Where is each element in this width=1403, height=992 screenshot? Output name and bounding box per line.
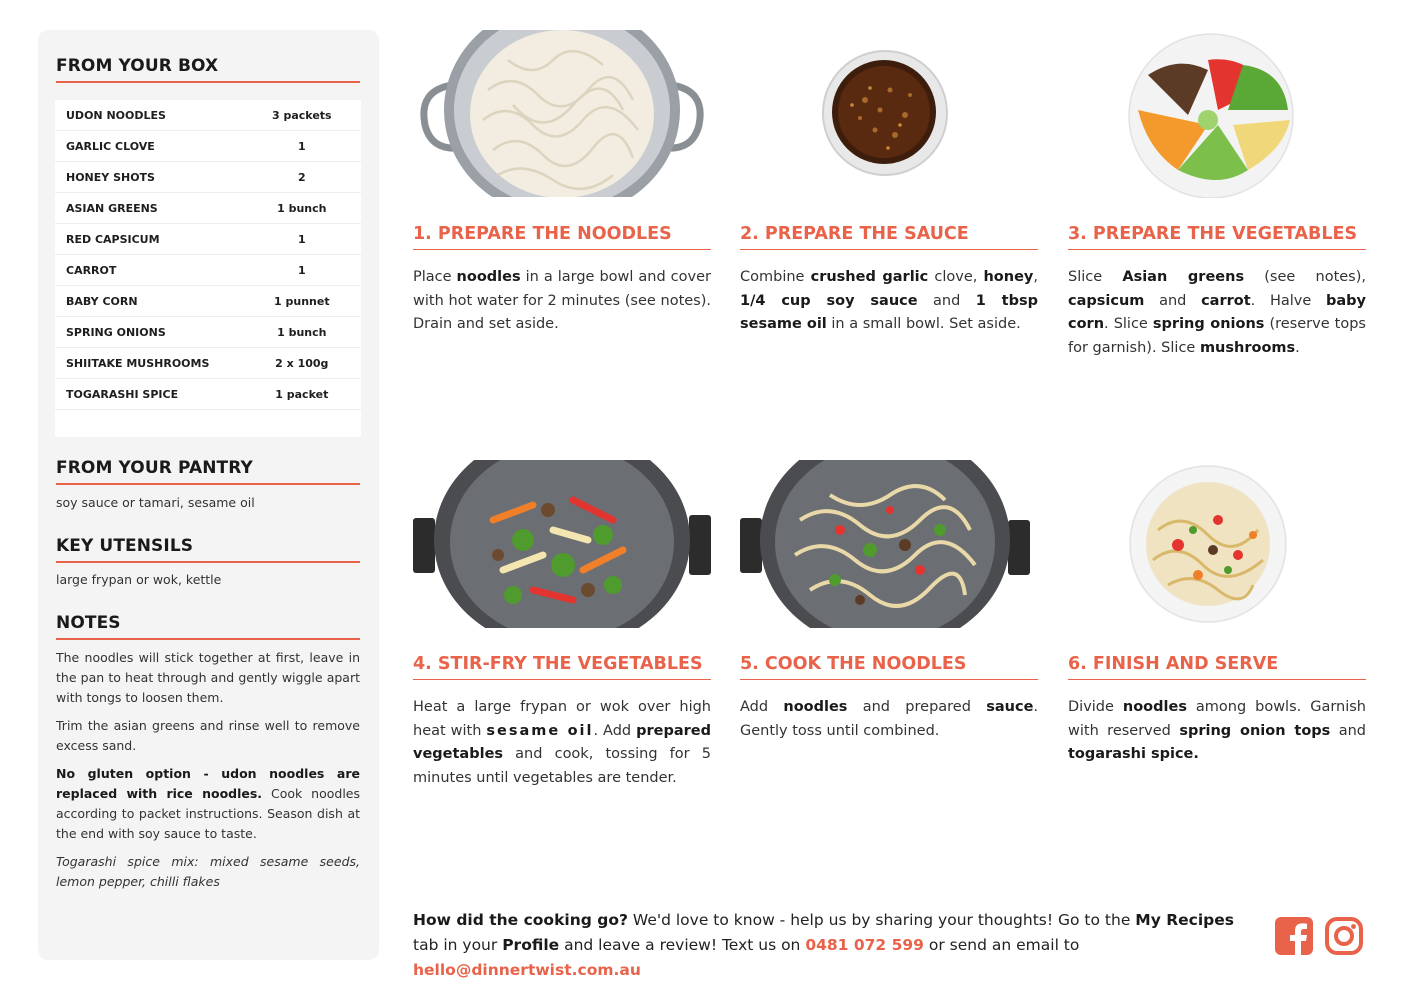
utensils-text: large frypan or wok, kettle	[56, 572, 222, 587]
table-row	[55, 379, 361, 410]
note-gluten-bold: No gluten option - udon noodles are replaced with rice noodles.	[56, 766, 360, 801]
ingredient-name: SPRING ONIONS	[66, 325, 166, 339]
ingredient-qty: 1	[297, 263, 306, 277]
table-row	[55, 193, 361, 224]
step-text-bold: prepared vegetables	[413, 722, 711, 762]
step-1-body	[413, 266, 711, 337]
step-3-title: 3. PREPARE THE VEGETABLES	[1068, 224, 1366, 250]
my-recipes-link[interactable]: My Recipes	[1135, 911, 1234, 929]
step-6-body	[1068, 696, 1366, 767]
ingredient-qty: 1 punnet	[274, 294, 330, 308]
note-greens: Trim the asian greens and rinse well to remove excess sand.	[56, 718, 360, 753]
note-gluten-rest: Cook noodles according to packet instructions. Season dish at the end with soy sauce to taste.	[56, 786, 360, 841]
step-text: . Gently toss until combined.	[740, 699, 1039, 739]
step-text: . Slice	[1104, 316, 1153, 332]
step-4-body	[413, 696, 711, 790]
notes-title: NOTES	[56, 613, 360, 640]
step-text-bold: 1/4 cup soy sauce	[740, 292, 918, 309]
step-5-body	[740, 696, 1038, 743]
step-text-bold: 1 tbsp sesame oil	[740, 292, 1038, 332]
step-text-bold: sesame oil	[486, 722, 594, 739]
phone-link[interactable]: 0481 072 599	[805, 936, 924, 954]
step-text: and	[1330, 722, 1366, 739]
step-text: Add	[740, 699, 784, 715]
step-text: (reserve tops for garnish). Slice	[1068, 316, 1366, 356]
step-text-bold: Asian greens	[1122, 269, 1245, 285]
step-3-body	[1068, 266, 1366, 360]
ingredient-name: CARROT	[66, 263, 117, 277]
table-row	[55, 131, 361, 162]
step-text: Heat a large frypan or wok over high heat with	[413, 699, 711, 739]
wok-noodles-image	[740, 460, 1038, 628]
step-4-title: 4. STIR-FRY THE VEGETABLES	[413, 654, 711, 680]
step-text: Place	[413, 269, 457, 285]
step-text: in a small bowl. Set aside.	[826, 316, 1021, 332]
step-text: .	[1295, 339, 1300, 356]
table-row	[55, 162, 361, 193]
step-text-bold: honey	[983, 269, 1034, 285]
table-row	[55, 348, 361, 379]
key-utensils-title: KEY UTENSILS	[56, 536, 360, 563]
ingredients-table	[55, 100, 361, 437]
step-2-body	[740, 266, 1038, 337]
pantry-text: soy sauce or tamari, sesame oil	[56, 495, 255, 510]
ingredient-qty: 1 bunch	[277, 201, 327, 215]
feedback-question: How did the cooking go?	[413, 911, 628, 929]
served-bowl-image	[1068, 460, 1366, 628]
step-text-bold: baby corn	[1068, 292, 1366, 332]
step-text-bold: crushed garlic	[810, 269, 929, 285]
step-text-bold: spring onions	[1152, 316, 1265, 332]
step-text: and cook, tossing for 5 minutes until vegetables are tender.	[413, 746, 711, 786]
step-6-title: 6. FINISH AND SERVE	[1068, 654, 1366, 680]
note-noodles: The noodles will stick together at first, leave in the pan to heat through and gently wiggle apart with tongs to loosen them.	[56, 650, 360, 705]
note-gluten	[56, 764, 360, 844]
table-row	[55, 286, 361, 317]
ingredient-name: HONEY SHOTS	[66, 170, 155, 184]
from-your-box-title: FROM YOUR BOX	[56, 56, 360, 83]
ingredient-qty: 1	[297, 139, 306, 153]
notes-body	[56, 648, 360, 900]
ingredient-name: UDON NOODLES	[66, 108, 166, 122]
step-text-bold: spring onion tops	[1179, 722, 1331, 739]
step-text-bold: togarashi spice.	[1068, 746, 1199, 762]
noodles-pot-image	[413, 30, 711, 198]
step-5-title: 5. COOK THE NOODLES	[740, 654, 1038, 680]
step-text-bold: noodles	[456, 269, 521, 285]
step-text-bold: mushrooms	[1199, 339, 1296, 356]
ingredient-name: GARLIC CLOVE	[66, 139, 155, 153]
footer-text: or send an email to	[923, 936, 1080, 954]
step-text: among bowls. Garnish with reserved	[1068, 699, 1366, 739]
ingredient-qty: 3 packets	[272, 108, 332, 122]
footer-text: tab in your	[413, 936, 503, 954]
step-text: (see notes),	[1244, 269, 1367, 285]
step-text: Slice	[1068, 269, 1123, 285]
instagram-icon[interactable]	[1325, 917, 1363, 955]
ingredients-panel	[38, 30, 379, 960]
step-text-bold: noodles	[783, 699, 848, 715]
step-text: and	[917, 292, 976, 309]
step-2-title: 2. PREPARE THE SAUCE	[740, 224, 1038, 250]
facebook-icon[interactable]	[1275, 917, 1313, 955]
step-text-bold: noodles	[1122, 699, 1187, 715]
table-row	[55, 255, 361, 286]
wok-vegetables-image	[413, 460, 711, 628]
ingredient-name: SHIITAKE MUSHROOMS	[66, 356, 210, 370]
step-text-bold: carrot	[1201, 292, 1251, 309]
step-text: . Add	[593, 722, 637, 739]
step-text: Combine	[740, 269, 811, 285]
ingredient-qty: 1	[297, 232, 306, 246]
footer-text: and leave a review! Text us on	[559, 936, 806, 954]
ingredient-qty: 2	[297, 170, 306, 184]
ingredient-name: ASIAN GREENS	[66, 201, 158, 215]
ingredient-qty: 2 x 100g	[275, 356, 329, 370]
table-row	[55, 224, 361, 255]
step-text-bold: sauce	[986, 699, 1034, 715]
step-text: and	[1144, 292, 1202, 309]
email-link[interactable]: hello@dinnertwist.com.au	[413, 961, 641, 979]
feedback-footer	[413, 908, 1263, 983]
ingredient-name: RED CAPSICUM	[66, 232, 160, 246]
step-text: in a large bowl and cover with hot water for 2 minutes (see notes). Drain and set aside.	[413, 269, 711, 332]
step-text: . Halve	[1250, 292, 1326, 309]
table-row	[55, 100, 361, 131]
ingredient-qty: 1 packet	[275, 387, 329, 401]
step-text-bold: capsicum	[1068, 292, 1145, 309]
step-text: and prepared	[847, 699, 987, 715]
ingredient-name: TOGARASHI SPICE	[66, 387, 179, 401]
step-1-title: 1. PREPARE THE NOODLES	[413, 224, 711, 250]
ingredient-qty: 1 bunch	[277, 325, 327, 339]
step-text: Divide	[1068, 699, 1123, 715]
vegetables-plate-image	[1068, 30, 1366, 198]
profile-link[interactable]: Profile	[502, 936, 560, 954]
step-text: clove,	[928, 269, 984, 285]
sauce-bowl-image	[740, 30, 1038, 198]
footer-text: We'd love to know - help us by sharing your thoughts! Go to the	[627, 911, 1136, 929]
table-row	[55, 317, 361, 348]
note-togarashi: Togarashi spice mix: mixed sesame seeds, lemon pepper, chilli flakes	[56, 854, 360, 889]
from-your-pantry-title: FROM YOUR PANTRY	[56, 458, 360, 485]
ingredient-name: BABY CORN	[66, 294, 138, 308]
step-text: ,	[1033, 269, 1038, 285]
